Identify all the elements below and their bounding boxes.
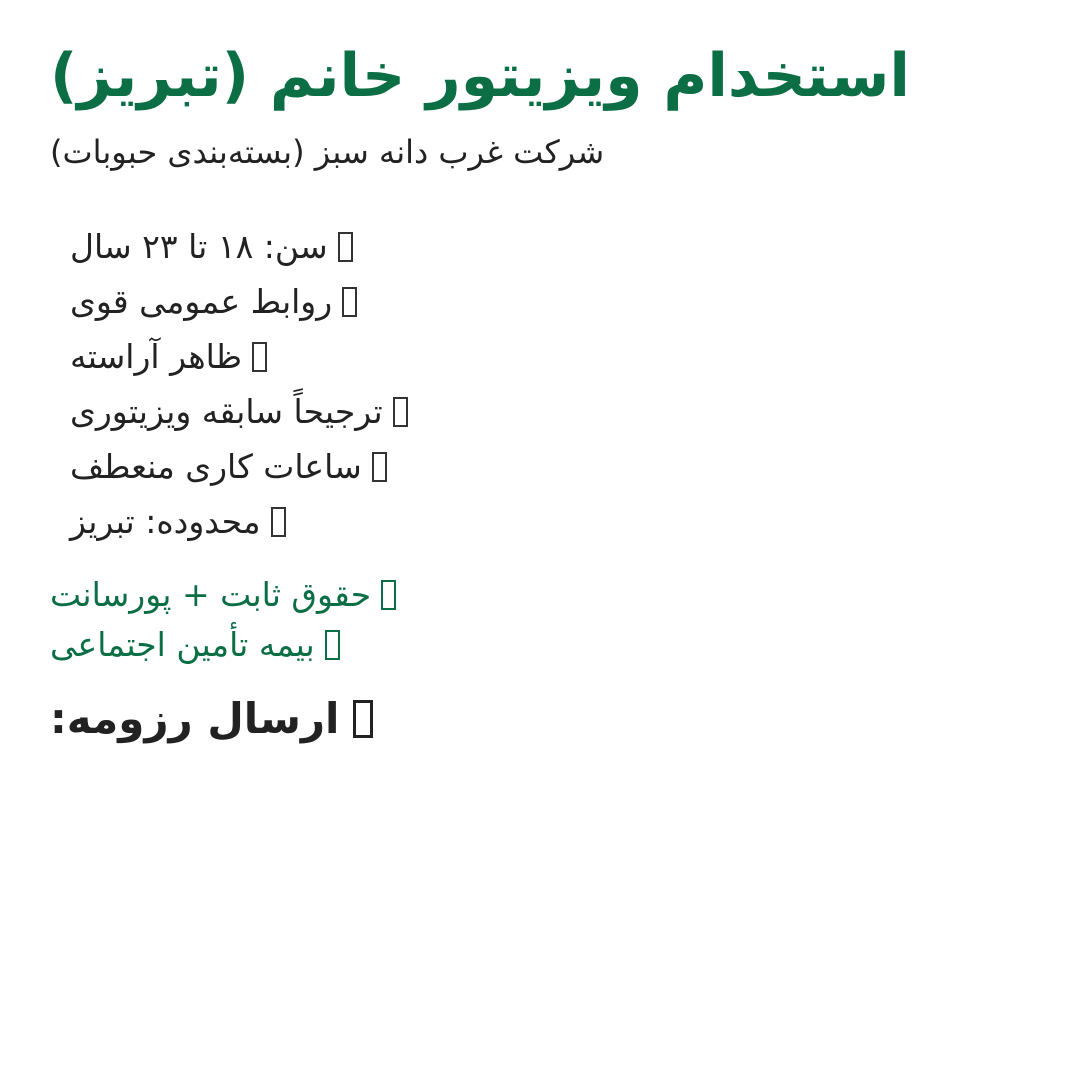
requirement-text: سن: ۱۸ تا ۲۳ سال	[70, 226, 328, 266]
benefit-text: حقوق ثابت + پورسانت	[50, 575, 372, 614]
list-item	[70, 274, 408, 329]
missing-glyph-icon	[338, 232, 353, 262]
missing-glyph-icon	[342, 287, 357, 317]
company-subtitle: شرکت غرب دانه سبز (بسته‌بندی حبوبات)	[50, 133, 605, 171]
benefits-list	[50, 570, 396, 670]
list-item	[50, 570, 396, 620]
send-resume-text: ارسال رزومه:	[50, 694, 340, 743]
list-item	[70, 494, 408, 549]
requirement-text: ترجیحاً سابقه ویزیتوری	[70, 391, 383, 431]
missing-glyph-icon	[325, 630, 340, 660]
requirement-text: محدوده: تبریز	[70, 501, 261, 541]
benefit-text: بیمه تأمین اجتماعی	[50, 625, 315, 664]
requirement-text: ساعات کاری منعطف	[70, 446, 362, 486]
requirement-text: ظاهر آراسته	[70, 336, 242, 376]
missing-glyph-icon	[271, 507, 286, 537]
missing-glyph-icon	[372, 452, 387, 482]
list-item	[70, 219, 408, 274]
page-title: استخدام ویزیتور خانم (تبریز)	[50, 41, 910, 111]
missing-glyph-icon	[353, 700, 373, 738]
missing-glyph-icon	[381, 580, 396, 610]
list-item	[50, 620, 396, 670]
missing-glyph-icon	[393, 397, 408, 427]
list-item	[70, 384, 408, 439]
send-resume-heading	[50, 690, 373, 748]
requirements-list	[70, 219, 408, 549]
list-item	[70, 439, 408, 494]
list-item	[70, 329, 408, 384]
missing-glyph-icon	[252, 342, 267, 372]
requirement-text: روابط عمومی قوی	[70, 281, 333, 321]
